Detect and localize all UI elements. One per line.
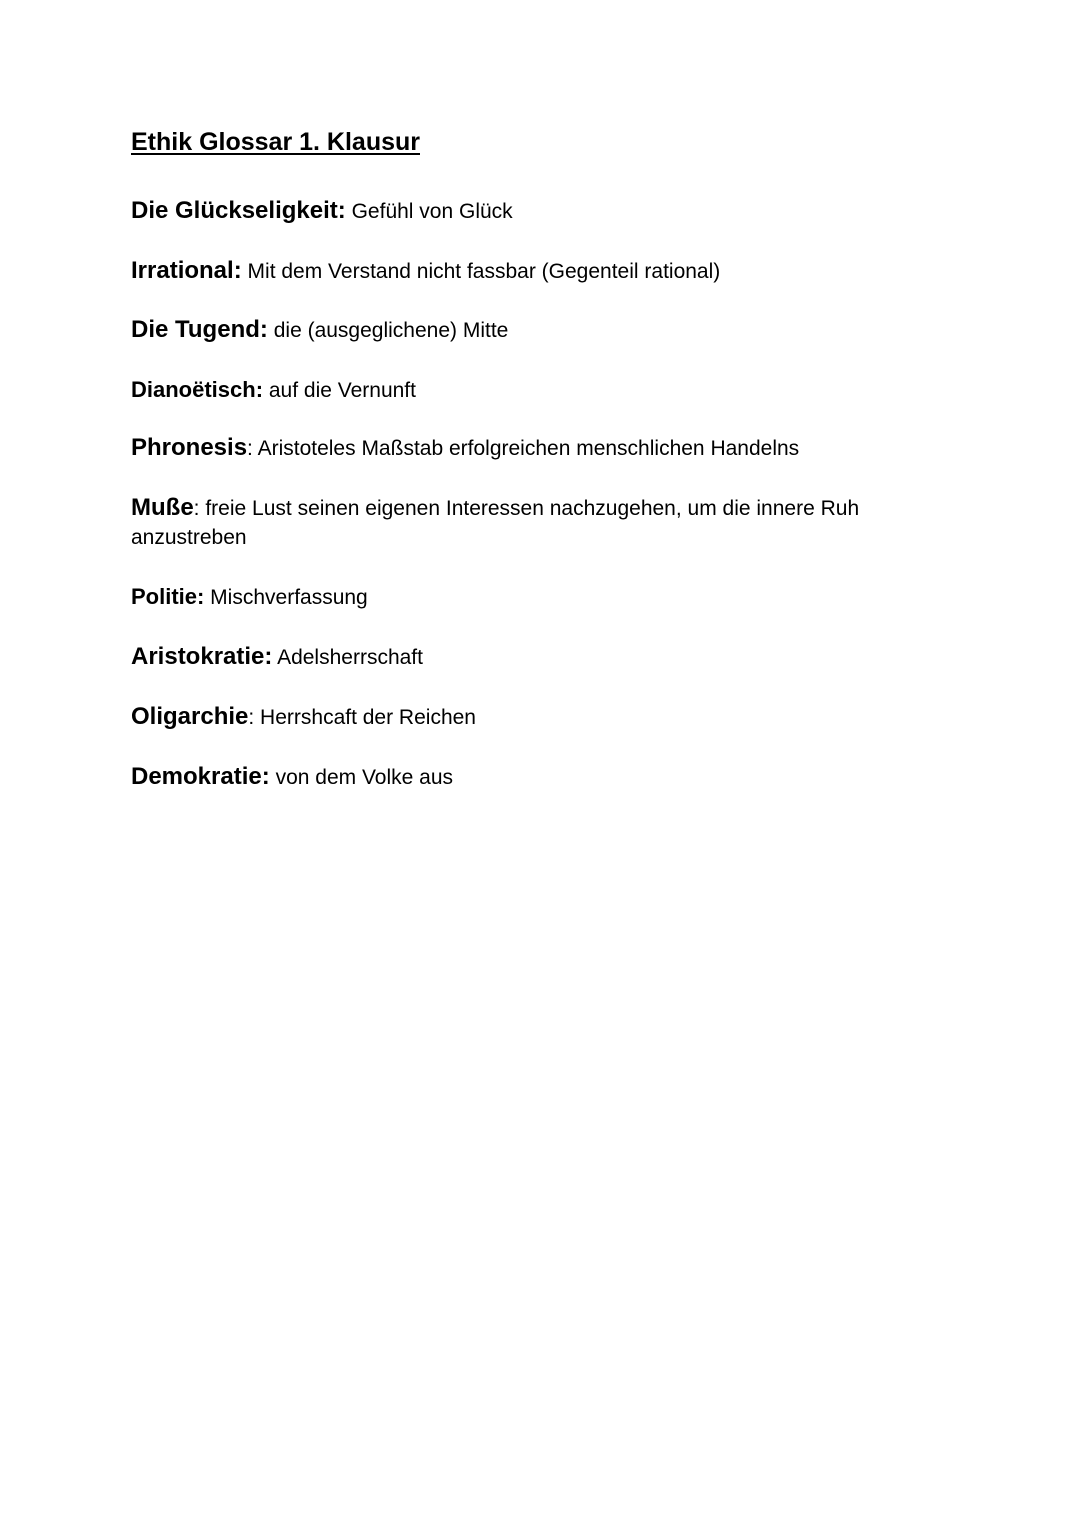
glossary-entry	[131, 433, 921, 463]
glossary-entry	[131, 256, 921, 286]
glossary-term: Dianoëtisch	[131, 377, 256, 402]
glossary-term: Politie	[131, 584, 198, 609]
glossary-separator: :	[197, 584, 205, 609]
glossary-definition: Herrshcaft der Reichen	[254, 706, 476, 729]
glossary-term: Aristokratie	[131, 643, 265, 670]
glossary-separator: :	[248, 706, 255, 729]
glossary-separator: :	[264, 643, 273, 670]
glossary-entry	[131, 315, 921, 345]
glossary-separator: :	[255, 377, 264, 402]
glossary-term: Phronesis	[131, 434, 248, 461]
glossary-definition: die (ausgeglichene) Mitte	[267, 319, 509, 342]
glossary-term: Die Tugend	[131, 316, 260, 343]
glossary-definition: Mit dem Verstand nicht fassbar (Gegenteil rational)	[241, 260, 721, 283]
glossary-entry	[131, 762, 921, 792]
glossary-separator: :	[337, 197, 346, 224]
glossary-definition: Gefühl von Glück	[345, 200, 513, 223]
glossary-separator: :	[259, 316, 268, 343]
glossary-term: Irrational	[131, 257, 234, 284]
glossary-term: Die Glückseligkeit	[131, 197, 338, 224]
glossary-term: Muße	[131, 494, 194, 521]
glossary-separator: :	[233, 257, 242, 284]
glossary-entry	[131, 375, 921, 405]
page-title: Ethik Glossar 1. Klausur	[131, 128, 420, 156]
glossary-entry	[131, 196, 921, 226]
glossary-definition: Mischverfassung	[204, 586, 368, 609]
glossary-definition: Aristoteles Maßstab erfolgreichen menschlichen Handelns	[252, 437, 800, 460]
glossary-definition: Adelsherrschaft	[272, 646, 423, 669]
glossary-term: Oligarchie	[131, 703, 249, 730]
glossary-definition: auf die Vernunft	[263, 379, 416, 402]
glossary-separator: :	[261, 763, 270, 790]
glossary-entry	[131, 493, 921, 552]
glossary-definition: freie Lust seinen eigenen Interessen nachzugehen, um die innere Ruh anzustreben	[131, 497, 860, 549]
glossary-separator: :	[193, 497, 200, 520]
glossary-separator: :	[247, 437, 253, 460]
glossary-entry	[131, 582, 921, 612]
glossary-term: Demokratie	[131, 763, 262, 790]
glossary-entry	[131, 642, 921, 672]
glossary-entry	[131, 702, 921, 732]
glossary-definition: von dem Volke aus	[269, 766, 454, 789]
